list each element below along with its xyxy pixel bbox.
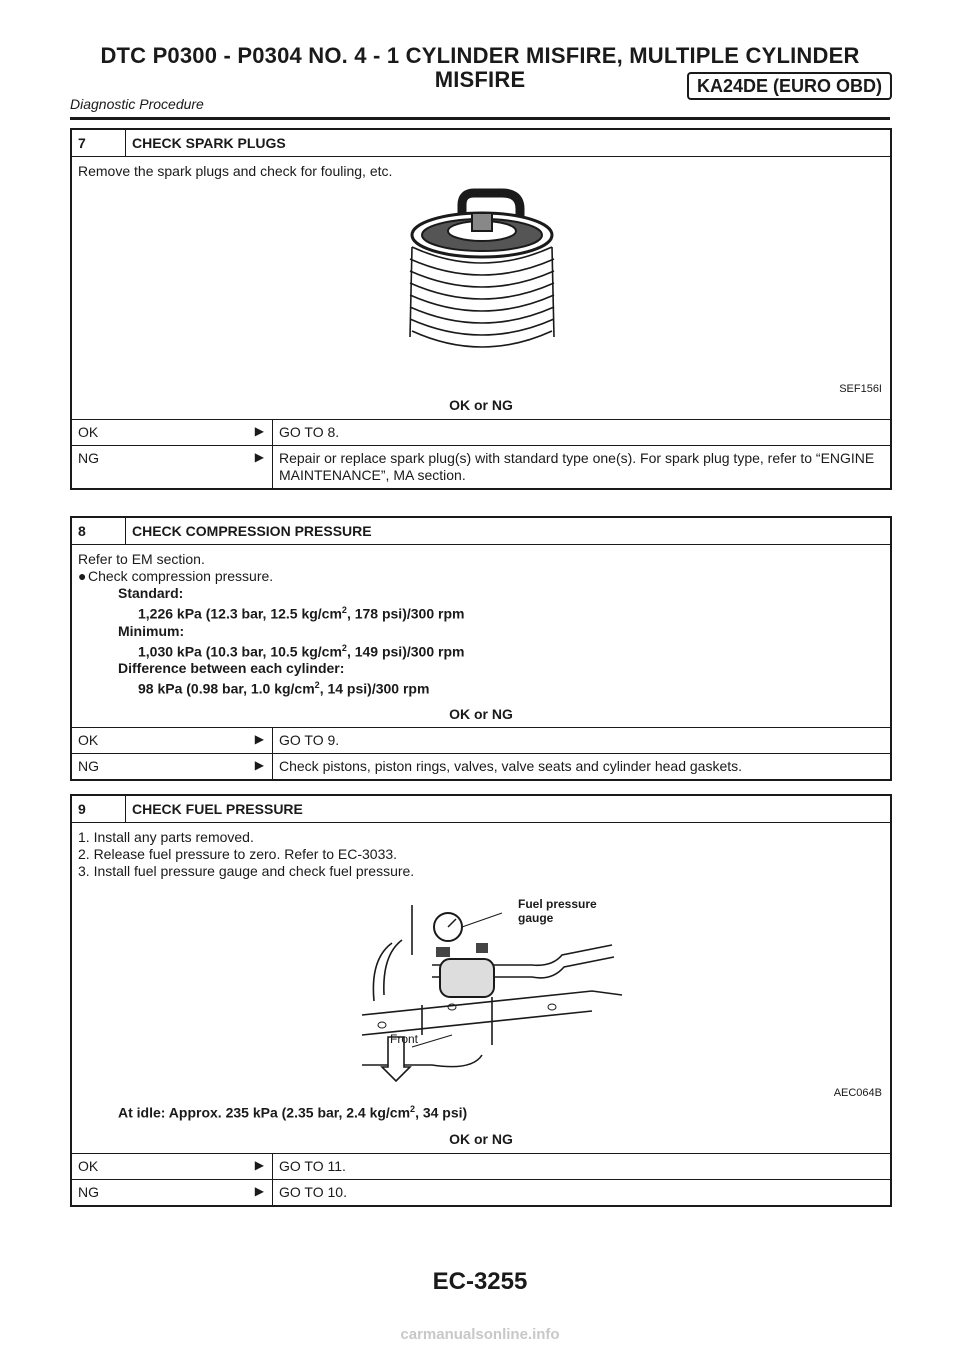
result-key: NG ▶ xyxy=(78,450,264,466)
step-7-header xyxy=(72,130,890,157)
difference-label: Difference between each cylinder: xyxy=(118,660,345,677)
step-8-body xyxy=(72,545,890,727)
step-9-box xyxy=(70,794,892,1207)
arrow-right-icon: ▶ xyxy=(254,1158,264,1172)
step-8-ok-or-ng: OK or NG xyxy=(449,705,513,722)
step-9-header xyxy=(72,796,890,823)
step-9-ok-or-ng: OK or NG xyxy=(449,1131,513,1147)
minimum-value: 1,030 kPa (10.3 bar, 10.5 $kg/cm^2$, 149 psi)/300 rpm xyxy=(138,642,465,660)
step-8-header xyxy=(72,518,890,545)
step-8-bullet: ● Check compression pressure. xyxy=(78,568,274,584)
arrow-right-icon: ▶ xyxy=(254,450,264,464)
difference-value: 98 kPa (0.98 bar, 1.0 $kg/cm^2$, 14 psi)/300 rpm xyxy=(138,680,430,697)
step-7-instruction: Remove the spark plugs and check for fouling, etc. xyxy=(78,163,393,179)
step-8-result-ng xyxy=(72,753,890,779)
step-7-box xyxy=(70,128,892,490)
result-key: NG ▶ xyxy=(78,1184,264,1200)
arrow-right-icon: ▶ xyxy=(254,731,264,746)
fuel-pressure-gauge-label: Fuel pressure gauge xyxy=(518,897,597,925)
step-8-number: 8 xyxy=(72,518,126,544)
step-7-title: CHECK SPARK PLUGS xyxy=(132,135,286,151)
result-key: OK ▶ xyxy=(78,424,264,440)
step-9-result-ng xyxy=(72,1179,890,1205)
step-9-result-ok xyxy=(72,1153,890,1179)
step-7-result-ok xyxy=(72,419,890,445)
step-8-intro: Refer to EM section. xyxy=(78,551,205,567)
engine-tag: KA24DE (EURO OBD) xyxy=(687,72,892,100)
arrow-right-icon: ▶ xyxy=(254,757,264,772)
arrow-right-icon: ▶ xyxy=(254,1184,264,1198)
result-value: Repair or replace spark plug(s) with standard type one(s). For spark plug type, refer to “ENGINE MAINTENANCE”, MA section. xyxy=(272,446,890,488)
step-9-figure-code: AEC064B xyxy=(833,1087,882,1099)
step-7-result-ng xyxy=(72,445,890,488)
spark-plug-illustration xyxy=(392,187,572,367)
step-7-figure-code: SEF156I xyxy=(839,383,882,395)
page-number: EC-3255 xyxy=(432,1268,528,1295)
step-9-number: 9 xyxy=(72,796,126,822)
result-value: GO TO 11. xyxy=(272,1154,890,1179)
section-subtitle: Diagnostic Procedure xyxy=(70,96,204,112)
step-7-number: 7 xyxy=(72,130,126,156)
front-label: Front xyxy=(390,1032,419,1046)
step-8-box xyxy=(70,516,892,781)
standard-label: Standard: xyxy=(118,585,184,601)
idle-pressure-spec: At idle: Approx. 235 kPa (2.35 bar, 2.4 $kg/cm^2$, 34 psi) xyxy=(118,1104,468,1121)
step-9-line-3: 3. Install fuel pressure gauge and check fuel pressure. xyxy=(78,863,415,879)
header-divider xyxy=(70,117,890,120)
result-key: NG ▶ xyxy=(78,757,264,774)
result-key: OK ▶ xyxy=(78,1158,264,1174)
result-value: GO TO 10. xyxy=(272,1180,890,1205)
result-key: OK ▶ xyxy=(78,731,264,748)
step-8-result-ok xyxy=(72,727,890,753)
result-value: GO TO 9. xyxy=(272,728,890,753)
step-8-title: CHECK COMPRESSION PRESSURE xyxy=(132,523,372,539)
title-line-2: MISFIRE xyxy=(434,67,526,92)
step-9-body xyxy=(72,823,890,1123)
minimum-label: Minimum: xyxy=(118,622,185,639)
watermark: carmanualsonline.info xyxy=(400,1326,560,1343)
bullet-icon: ● xyxy=(78,568,87,584)
standard-value: 1,226 kPa (12.3 bar, 12.5 $kg/cm^2$, 178 psi)/300 rpm xyxy=(138,605,465,622)
result-value: GO TO 8. xyxy=(272,420,890,445)
step-7-ok-or-ng: OK or NG xyxy=(449,397,513,413)
result-value: Check pistons, piston rings, valves, valve seats and cylinder head gaskets. xyxy=(272,754,890,779)
step-9-line-2: 2. Release fuel pressure to zero. Refer to EC-3033. xyxy=(78,846,398,862)
arrow-right-icon: ▶ xyxy=(254,424,264,438)
title-line-1: DTC P0300 - P0304 NO. 4 - 1 CYLINDER MISFIRE, MULTIPLE CYLINDER xyxy=(100,43,860,68)
step-9-line-1: 1. Install any parts removed. xyxy=(78,829,254,845)
step-7-body xyxy=(72,157,890,397)
step-9-title: CHECK FUEL PRESSURE xyxy=(132,801,303,817)
